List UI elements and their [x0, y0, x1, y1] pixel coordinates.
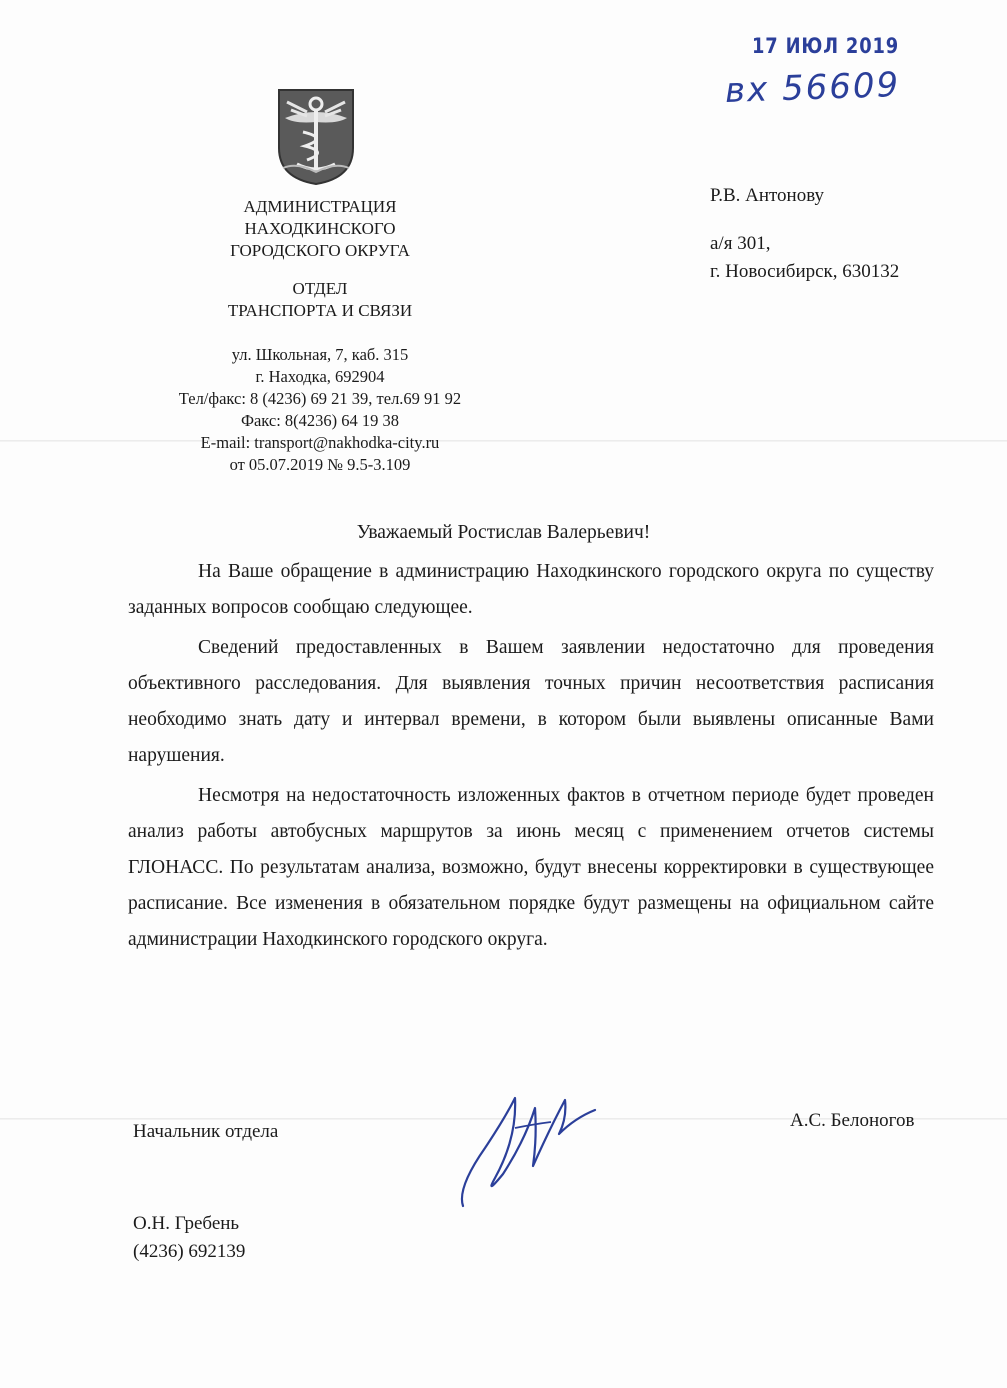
handwritten-signature: [455, 1078, 605, 1213]
sender-email: E-mail: transport@nakhodka-city.ru: [200, 433, 440, 452]
signatory-name: А.С. Белоногов: [790, 1110, 915, 1131]
coat-of-arms-icon: [277, 88, 355, 186]
dept-line: ТРАНСПОРТА И СВЯЗИ: [227, 301, 413, 320]
executor-phone: (4236) 692139: [133, 1241, 246, 1262]
incoming-number-stamp: вх 56609: [724, 64, 901, 112]
recipient-city: г. Новосибирск, 630132: [710, 261, 900, 282]
dept-line: ОТДЕЛ: [292, 279, 348, 298]
org-line: ГОРОДСКОГО ОКРУГА: [230, 241, 410, 260]
body-paragraph: На Ваше обращение в администрацию Находкинского городского округа по существу заданных вопросов сообщаю следующее.: [128, 561, 934, 618]
letter-greeting: Уважаемый Ростислав Валерьевич!: [356, 522, 651, 543]
recipient-address: [710, 230, 899, 286]
letter-body: [128, 554, 934, 962]
sender-contacts: [150, 344, 490, 476]
org-line: АДМИНИСТРАЦИЯ: [243, 197, 397, 216]
received-date-stamp: 17 ИЮЛ 2019: [752, 34, 900, 58]
body-paragraph: Сведений предоставленных в Вашем заявлении недостаточно для проведения объективного расследования. Для выявления точных причин несоответствия расписания необходимо знать дату и интервал времени, в котором были выявлены описанные Вами нарушения.: [128, 637, 934, 766]
sender-organization: [150, 196, 490, 262]
outgoing-reference: от 05.07.2019 № 9.5-3.109: [229, 455, 411, 474]
sender-fax: Факс: 8(4236) 64 19 38: [240, 411, 400, 430]
executor-name: О.Н. Гребень: [133, 1213, 240, 1234]
sender-department: [150, 278, 490, 322]
recipient-box: а/я 301,: [710, 233, 771, 254]
executor-info: [133, 1210, 245, 1266]
org-line: НАХОДКИНСКОГО: [244, 219, 396, 238]
body-paragraph: Несмотря на недостаточность изложенных фактов в отчетном периоде будет проведен анализ работы автобусных маршрутов за июнь месяц с применением отчетов системы ГЛОНАСС. По результатам анализа, возможно, будут внесены корректировки в существующее расписание. Все изменения в обязательном порядке будут размещены на официальном сайте администрации Находкинского городского округа.: [128, 785, 934, 950]
sender-address: ул. Школьная, 7, каб. 315: [231, 345, 409, 364]
recipient-name: Р.В. Антонову: [710, 185, 825, 206]
sender-phone: Тел/факс: 8 (4236) 69 21 39, тел.69 91 92: [178, 389, 462, 408]
signatory-title: Начальник отдела: [133, 1121, 279, 1142]
sender-city: г. Находка, 692904: [255, 367, 385, 386]
